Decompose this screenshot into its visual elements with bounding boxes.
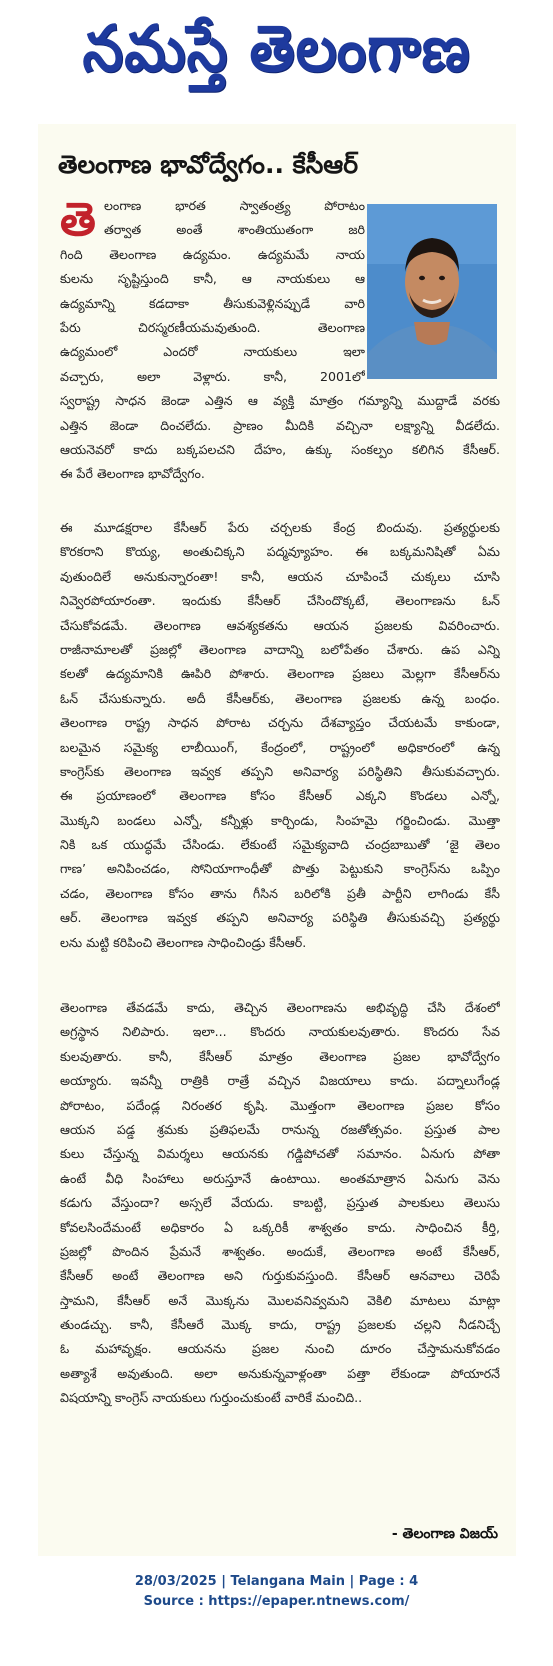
text-line: ఈ పేరే తెలంగాణ భావోద్వేగం.: [60, 466, 205, 482]
text-line: ప్రజల్లో పొందిన ప్రేమనే శాశ్వతం. అందుకే, తెలంగాణ అంటే కేసీఆర్,: [60, 1243, 500, 1259]
article-clipping: [38, 124, 516, 1556]
text-line: కోవలసిందేమంటే అధికారం ఏ ఒక్కరికీ శాశ్వతం కాదు. సాధించిన కీర్తి,: [60, 1219, 500, 1235]
text-line: కులవుతారు. కానీ, కేసీఆర్ మాత్రం తెలంగాణ ప్రజల భావోద్వేగం: [60, 1048, 500, 1064]
text-line: ఉద్యమంలో ఎందరో నాయకులు ఇలా: [60, 344, 365, 360]
text-line: కొరకరాని కొయ్య, అంతుచిక్కని పద్మవ్యూహం. ఈ బక్కమనిషితో ఏమ: [60, 544, 500, 560]
text-line: కలతో ఉద్యమానికి ఊపిరి పోశారు. తెలంగాణ ప్రజలు మెల్లగా కేసీఆర్‌ను: [60, 666, 500, 682]
dropcap: తె: [60, 192, 96, 246]
text-line: స్వరాష్ట్ర సాధన జెండా ఎత్తిన ఆ వ్యక్తి మాత్రం గమ్యాన్ని ముద్దాడే వరకు: [60, 393, 500, 409]
text-line: తెలంగాణ తేవడమే కాదు, తెచ్చిన తెలంగాణను అభివృద్ధి చేసి దేశంలో: [60, 1000, 500, 1015]
text-line: తుండచ్చు. కానీ, కేసీఆరే మొక్క కాదు, రాష్ట్ర ప్రజలకు చల్లని నీడనిచ్చే: [60, 1317, 500, 1333]
text-line: అయ్యారు. ఇవన్నీ రాత్రికి రాత్రే వచ్చిన విజయాలు కాదు. పద్నాలుగేండ్ల: [60, 1073, 500, 1089]
text-line: లను మట్టి కరిపించి తెలంగాణ సాధించిండ్రు కేసీఆర్.: [60, 934, 307, 950]
text-line: తెలంగాణ రాష్ట్ర సాధన పోరాట చర్చను దేశవ్యాప్తం చేయటమే కాకుండా,: [60, 715, 500, 731]
text-line: అత్యాశే అవుతుంది. అలా అనుకున్నవాళ్లంతా పత్తా లేకుండా పోయారనే: [60, 1365, 500, 1381]
text-line: వచ్చారు, అలా వెళ్లారు. కానీ, 2001లో: [60, 368, 365, 384]
text-line: కులను సృష్టిస్తుంది కానీ, ఆ నాయకులు ఆ: [60, 271, 365, 287]
text-line: ఓ మహావృక్షం. ఆయనను ప్రజల నుంచి దూరం చేస్తామనుకోవడం: [60, 1341, 500, 1357]
text-line: ఉంటే వీధి సింహాలు అరుస్తూనే ఉంటాయి. అంతమాత్రాన ఏనుగు వెను: [60, 1170, 500, 1186]
text-line: బలమైన సమైక్య లాబీయింగ్, కేంద్రంలో, రాష్ట్రంలో అధికారంలో ఉన్న: [60, 739, 500, 755]
text-line: తర్వాత అంతే శాంతియుతంగా జరి: [104, 222, 365, 238]
text-line: పేరు చిరస్మరణీయమవుతుంది. తెలంగాణ: [60, 319, 365, 335]
article-paragraph-2: [60, 516, 500, 955]
text-line: చేసుకోవడమే. తెలంగాణ ఆవశ్యకతను ఆయన ప్రజలకు వివరించారు.: [60, 617, 500, 633]
author-byline: - తెలంగాణ విజయ్: [391, 1526, 498, 1542]
text-line: ఆయనెవరో కాదు బక్కపలచని దేహం, ఉక్కు సంకల్పం కలిగిన కేసీఆర్.: [60, 441, 500, 457]
text-line: విషయాన్ని కాంగ్రెస్ నాయకులు గుర్తుంచుకుంటే వారికే మంచిది..: [60, 1390, 363, 1406]
source-url: Source : https://epaper.ntnews.com/: [143, 1594, 410, 1609]
text-line: ఎత్తిన జెండా దించలేదు. ప్రాణం మీదికి వచ్చినా లక్ష్యాన్ని వీడలేదు.: [60, 417, 500, 433]
text-line: ఉద్యమాన్ని కడదాకా తీసుకువెళ్లినప్పుడే వారి: [60, 295, 365, 311]
article-paragraph-3: [60, 996, 500, 1411]
text-line: పోరాటం, పదేండ్ల నిరంతర కృషి. మొత్తంగా తెలంగాణ ప్రజల కోసం: [60, 1097, 500, 1113]
article-paragraph-1: [60, 194, 500, 487]
text-line: నికి ఒక యుద్ధమే చేసిండు. లేకుంటే సమైక్యవాది చంద్రబాబుతో ‘జై తెలం: [60, 837, 500, 853]
text-line: లంగాణ భారత స్వాతంత్ర్య పోరాటం: [104, 198, 365, 213]
text-line: కేసీఆర్ అంటే తెలంగాణ అని గుర్తుకువస్తుంది. కేసీఆర్ ఆనవాలు చెరిపే: [60, 1268, 500, 1284]
text-line: కాంగ్రెస్‌కు తెలంగాణ ఇవ్వక తప్పని అనివార్య పరిస్థితిని తీసుకువచ్చారు.: [60, 763, 500, 779]
text-line: కులు చేస్తున్న విమర్శలు ఆయనకు గడ్డిపోచతో సమానం. ఏనుగు పోతా: [60, 1146, 500, 1162]
masthead: [0, 0, 553, 112]
text-line: నివ్వెరపోయారంతా. ఇందుకు కేసీఆర్ చేసిందొక్కటే, తెలంగాణను ఓన్: [60, 593, 500, 609]
text-line: గింది తెలంగాణ ఉద్యమం. ఉద్యమమే నాయ: [60, 246, 365, 262]
text-line: ఆయన పడ్డ శ్రమకు ప్రతిఫలమే రానున్న రజతోత్సవం. ప్రస్తుత పాల: [60, 1121, 500, 1137]
page-footer: [0, 1572, 553, 1612]
text-line: అగ్రస్థాన నిలిపారు. ఇలా... కొందరు నాయకులవుతారు. కొందరు సేవ: [60, 1024, 500, 1040]
text-line: మొక్కని బండలు ఎన్నో, కన్నీళ్లు కార్చిండు, సింహమై గర్జించిండు. మొత్తా: [60, 812, 500, 828]
text-line: రాజీనామాలతో ప్రజల్లో తెలంగాణ వాదాన్ని బలోపేతం చేశారు. ఉప ఎన్ని: [60, 641, 500, 657]
text-line: ఈ మూడక్షరాల కేసీఆర్ పేరు చర్చలకు కేంద్ర బిందువు. ప్రత్యర్థులకు: [60, 520, 500, 535]
text-line: ఈ ప్రయాణంలో తెలంగాణ కోసం కేసీఆర్ ఎక్కని కొండలు ఎన్నో,: [60, 788, 500, 804]
newspaper-logo: నమస్తే తెలంగాణ: [82, 10, 471, 86]
text-line: ఆర్. తెలంగాణ ఇవ్వక తప్పని అనివార్య పరిస్థితి తీసుకువచ్చి ప్రత్యర్థు: [60, 910, 500, 926]
article-headline: తెలంగాణ భావోద్వేగం.. కేసీఆర్: [58, 150, 359, 179]
text-line: స్తామని, కేసీఆర్ అనే మొక్కను మొలవనివ్వమని వెకిలి మాటలు మాట్లా: [60, 1292, 500, 1308]
text-line: వుతుందిలే అనుకున్నారంతా! కానీ, ఆయన చూపించే చుక్కలు చూసి: [60, 568, 500, 584]
text-line: గాణ’ అనిపించడం, సోనియాగాంధీతో పొత్తు పెట్టుకుని కాంగ్రెస్‌ను ఒప్పిం: [60, 861, 500, 877]
text-line: చడం, తెలంగాణ కోసం తాను గీసిన బరిలోకి ప్రతీ పార్టీని లాగిండు కేసీ: [60, 885, 500, 901]
text-line: కడుగు వేస్తుందా? అస్సలే వేయదు. కాబట్టి, ప్రస్తుత పాలకులు తెలుసు: [60, 1195, 500, 1211]
edition-info: 28/03/2025 | Telangana Main | Page : 4: [134, 1574, 419, 1589]
text-line: ఓన్ చేసుకున్నారు. అదీ కేసీఆర్‌కు, తెలంగాణ ప్రజలకు ఉన్న బంధం.: [60, 690, 500, 706]
